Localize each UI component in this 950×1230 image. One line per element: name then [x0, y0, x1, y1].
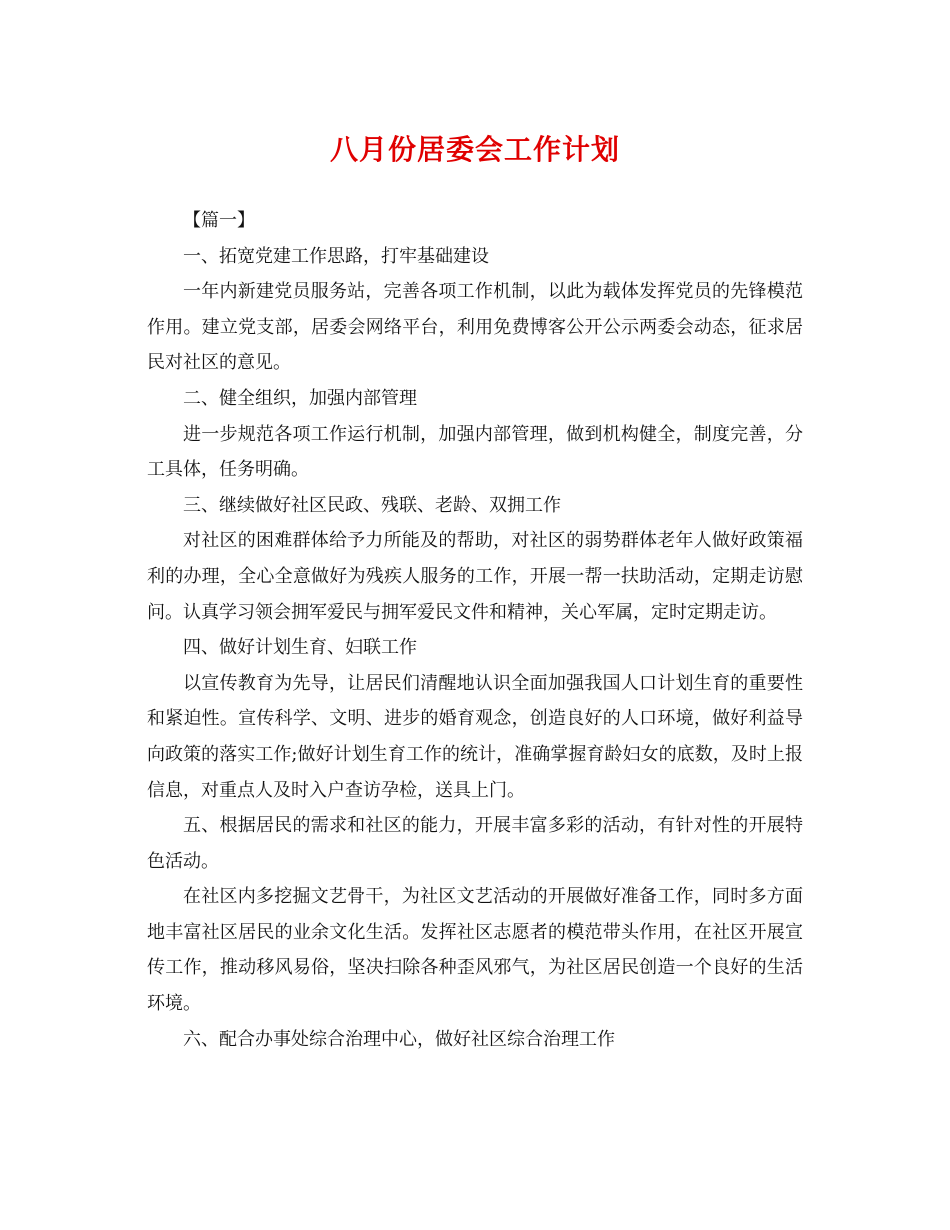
heading-1: 一、拓宽党建工作思路，打牢基础建设 — [183, 245, 489, 267]
heading-2: 二、健全组织，加强内部管理 — [183, 387, 417, 409]
paragraph-4: 以宣传教育为先导，让居民们清醒地认识全面加强我国人口计划生育的重要性和紧迫性。宣传科学、文明、进步的婚育观念，创造良好的人口环境，做好利益导向政策的落实工作;做好计划生育工作的统计，准确掌握育龄妇女的底数，及时上报信息，对重点人及时入户查访孕检，送具上门。 — [147, 672, 803, 801]
paragraph-1: 一年内新建党员服务站，完善各项工作机制，以此为载体发挥党员的先锋模范作用。建立党支部，居委会网络平台，利用免费博客公开公示两委会动态，征求居民对社区的意见。 — [147, 281, 803, 374]
paragraph-5: 在社区内多挖掘文艺骨干，为社区文艺活动的开展做好准备工作，同时多方面地丰富社区居民的业余文化生活。发挥社区志愿者的模范带头作用，在社区开展宣传工作，推动移风易俗，坚决扫除各种歪风邪气，为社区居民创造一个良好的生活环境。 — [147, 886, 803, 1015]
heading-3: 三、继续做好社区民政、残联、老龄、双拥工作 — [183, 494, 561, 516]
paragraph-3: 对社区的困难群体给予力所能及的帮助，对社区的弱势群体老年人做好政策福利的办理，全心全意做好为残疾人服务的工作，开展一帮一扶助活动，定期走访慰问。认真学习领会拥军爱民与拥军爱民文件和精神，关心军属，定时定期走访。 — [147, 530, 803, 623]
heading-4: 四、做好计划生育、妇联工作 — [183, 637, 417, 659]
heading-5: 五、根据居民的需求和社区的能力，开展丰富多彩的活动，有针对性的开展特色活动。 — [147, 815, 803, 872]
heading-6: 六、配合办事处综合治理中心，做好社区综合治理工作 — [183, 1028, 615, 1050]
document-body — [147, 203, 803, 1057]
section-label: 【篇一】 — [183, 210, 255, 231]
document-title: 八月份居委会工作计划 — [329, 133, 620, 166]
paragraph-2: 进一步规范各项工作运行机制，加强内部管理，做到机构健全，制度完善，分工具体，任务明确。 — [147, 423, 803, 481]
